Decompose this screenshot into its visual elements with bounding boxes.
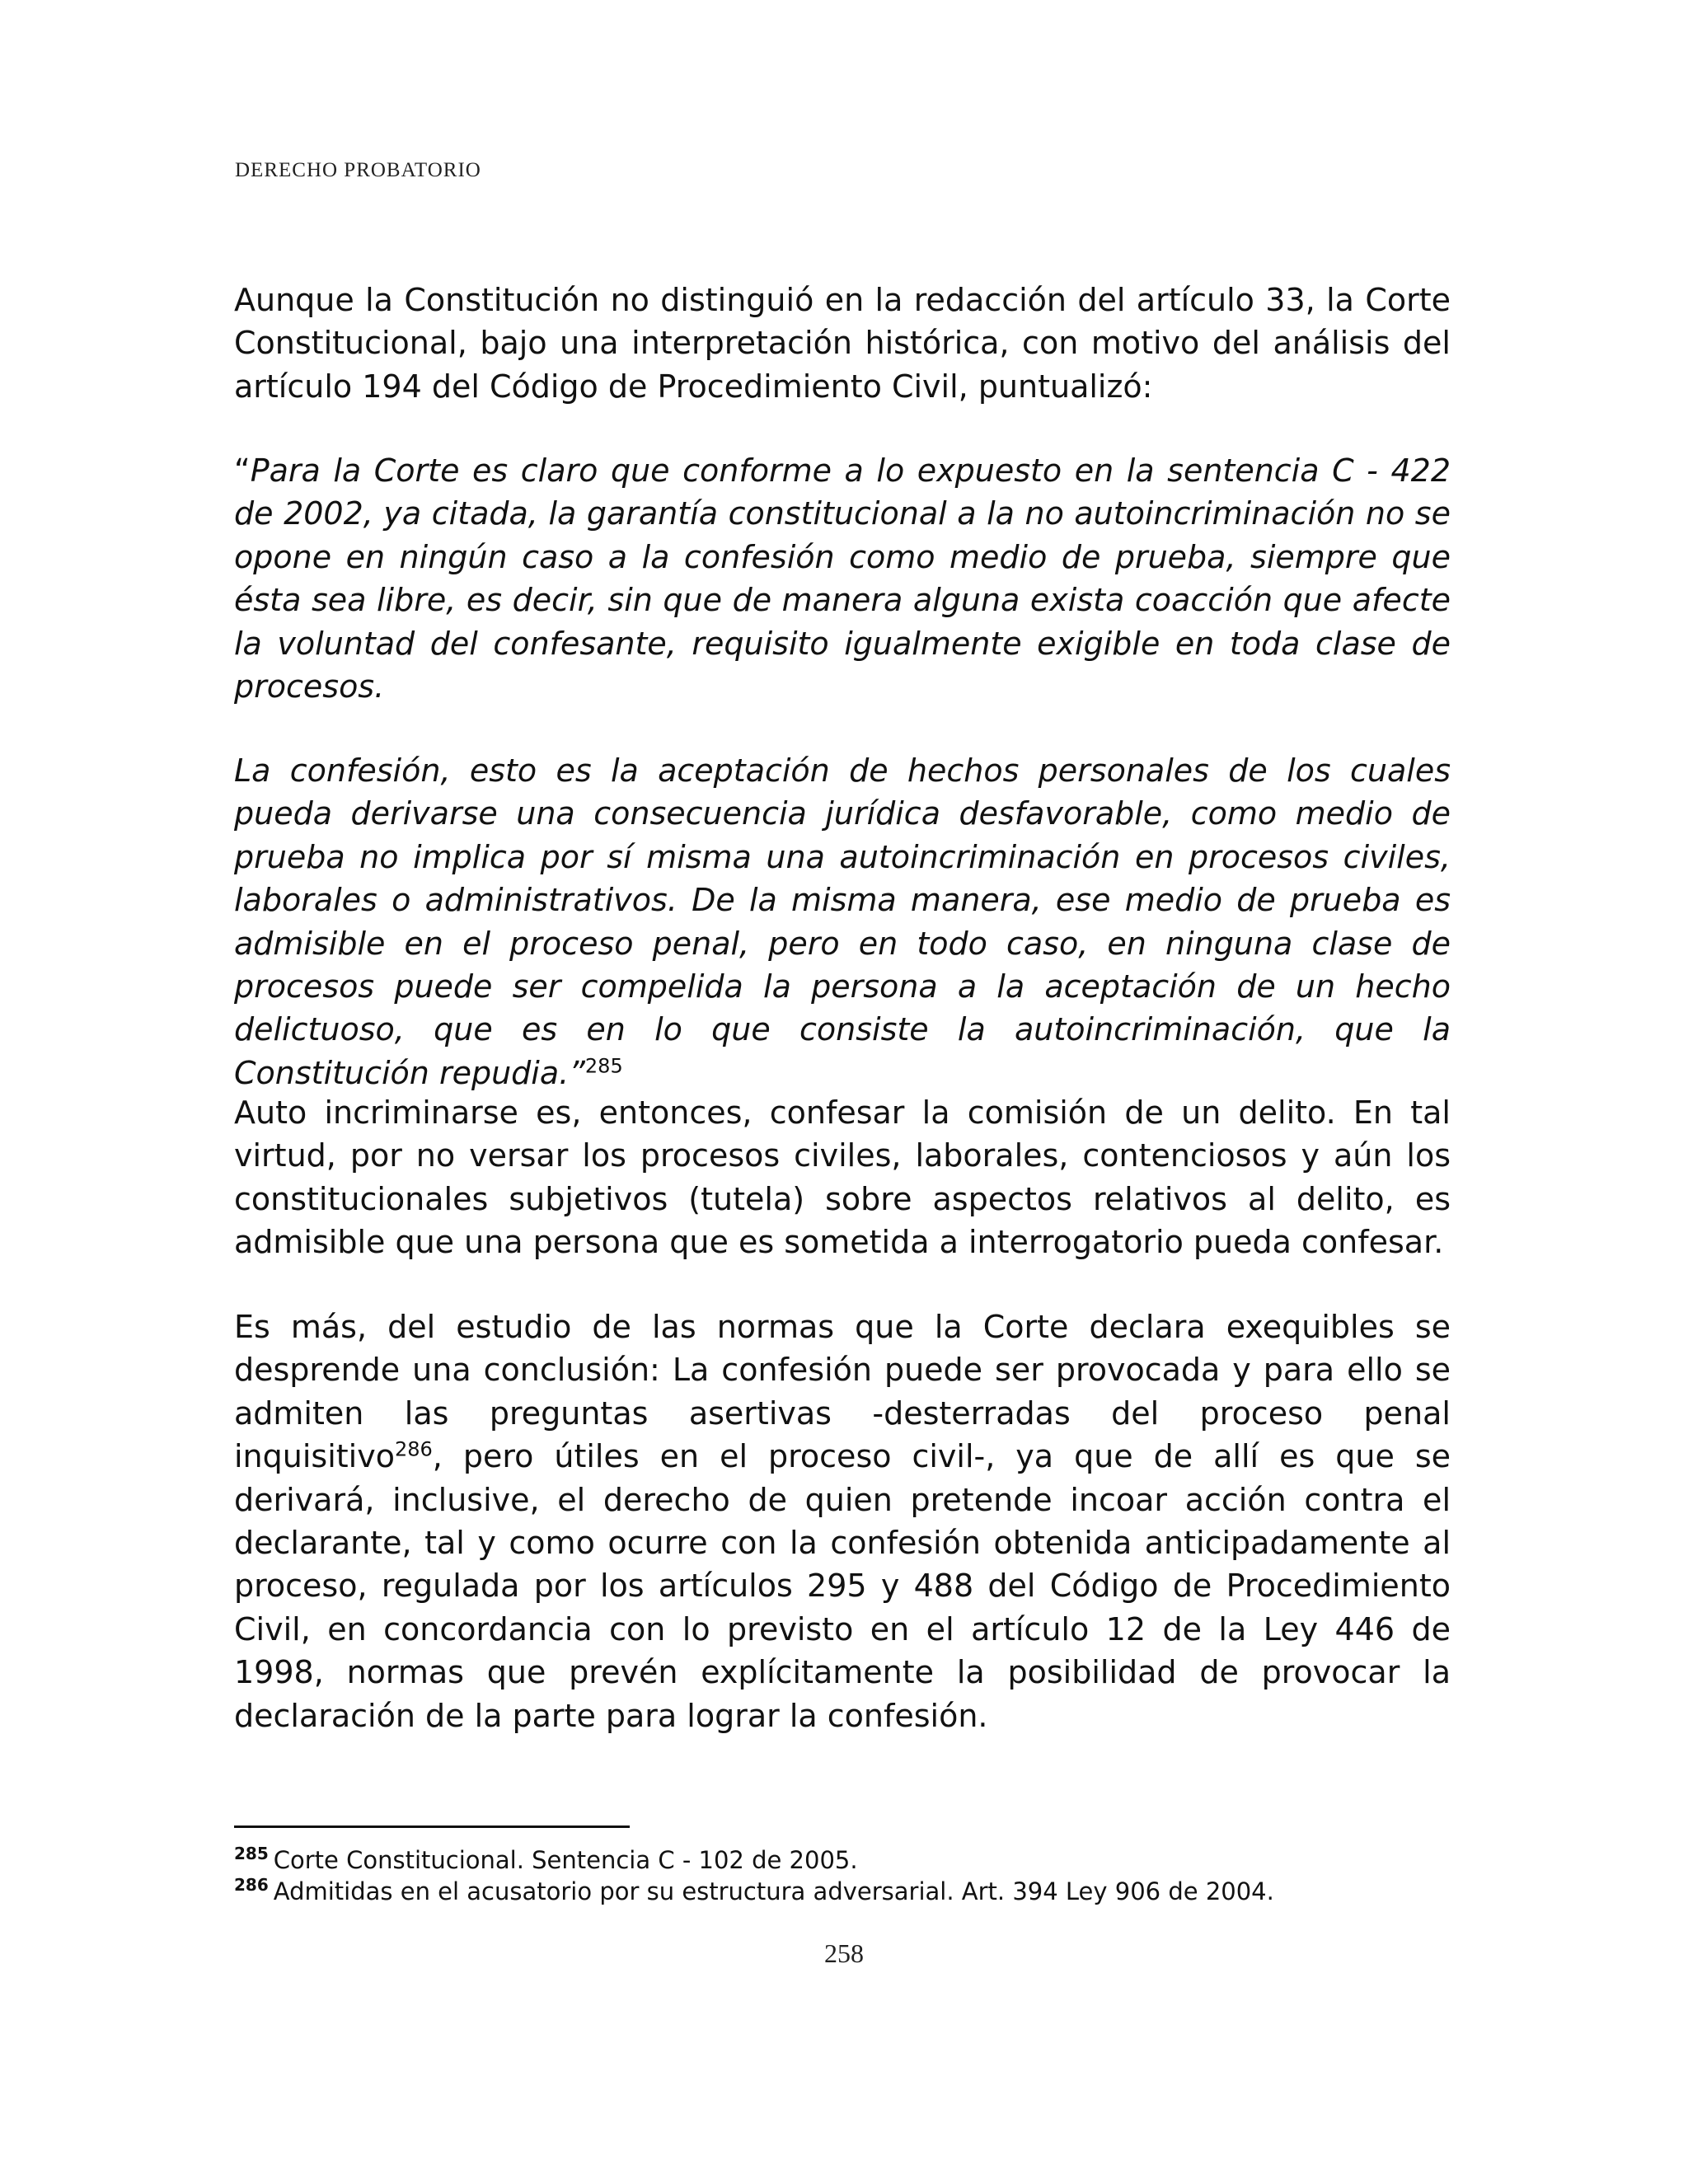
opening-quote-mark: “ [234, 452, 251, 489]
footnote-text: Corte Constitucional. Sentencia C - 102 de 2005. [273, 1846, 858, 1874]
page-number: 258 [824, 1938, 864, 1968]
body-paragraph-1: Aunque la Constitución no distinguió en la redacción del artículo 33, la Corte Constitucional, bajo una interpretación histórica, con motivo del análisis del artículo 194 del Código de Procedimiento Civil, puntualizó: [234, 282, 1451, 405]
quote-paragraph-1-text: Para la Corte es claro que conforme a lo expuesto en la sentencia C - 422 de 2002, ya citada, la garantía constitucional a la no autoincriminación no se opone en ningún caso a la confesión como medio de prueba, siempre que ésta sea libre, es decir, sin que de manera alguna exista coacción que afecte la voluntad del confesante, requisito igualmente exigible en toda clase de procesos. [234, 452, 1451, 705]
quote-paragraph-1 [234, 449, 1451, 708]
footnote-number: 286 [234, 1875, 269, 1896]
quote-paragraph-2-text: La confesión, esto es la aceptación de hechos personales de los cuales pueda derivarse una consecuencia jurídica desfavorable, como medio de prueba no implica por sí misma una autoincriminación en procesos civiles, laborales o administrativos. De la misma manera, ese medio de prueba es admisible en el proceso penal, pero en todo caso, en ninguna clase de procesos puede ser compelida la persona a la aceptación de un hecho delictuoso, que es en lo que consiste la autoincriminación, que la Constitución repudia. [234, 752, 1451, 1091]
footnote-separator [234, 1825, 630, 1828]
body-paragraph-3-part-a: Es más, del estudio de las normas que la Corte declara exequibles se desprende una conclusión: La confesión puede ser provocada y para ello se admiten las preguntas asertivas -desterradas del proceso penal inquisitivo [234, 1309, 1451, 1475]
body-paragraph-2: Auto incriminarse es, entonces, confesar la comisión de un delito. En tal virtud, por no versar los procesos civiles, laborales, contenciosos y aún los constitucionales subjetivos (tutela) sobre aspectos relativos al delito, es admisible que una persona que es sometida a interrogatorio pueda confesar. [234, 1094, 1451, 1261]
running-header: DERECHO PROBATORIO [235, 159, 481, 181]
footnote-286 [234, 1876, 1454, 1907]
footnote-reference-286[interactable]: 286 [394, 1437, 433, 1461]
footnote-text: Admitidas en el acusatorio por su estructura adversarial. Art. 394 Ley 906 de 2004. [273, 1877, 1274, 1905]
footnote-285 [234, 1844, 1454, 1876]
body-paragraph-3-part-b: , pero útiles en el proceso civil-, ya que de allí es que se derivará, inclusive, el derecho de quien pretende incoar acción contra el declarante, tal y como ocurre con la confesión obtenida anticipadamente al proceso, regulada por los artículos 295 y 488 del Código de Procedimiento Civil, en concordancia con lo previsto en el artículo 12 de la Ley 446 de 1998, normas que prevén explícitamente la posibilidad de provocar la declaración de la parte para lograr la confesión. [234, 1438, 1451, 1734]
footnote-reference-285[interactable]: 285 [584, 1054, 623, 1078]
footnote-number: 285 [234, 1844, 269, 1864]
quote-paragraph-2 [234, 749, 1451, 1094]
body-paragraph-3 [234, 1305, 1451, 1737]
closing-quote-mark: ” [569, 1054, 585, 1091]
